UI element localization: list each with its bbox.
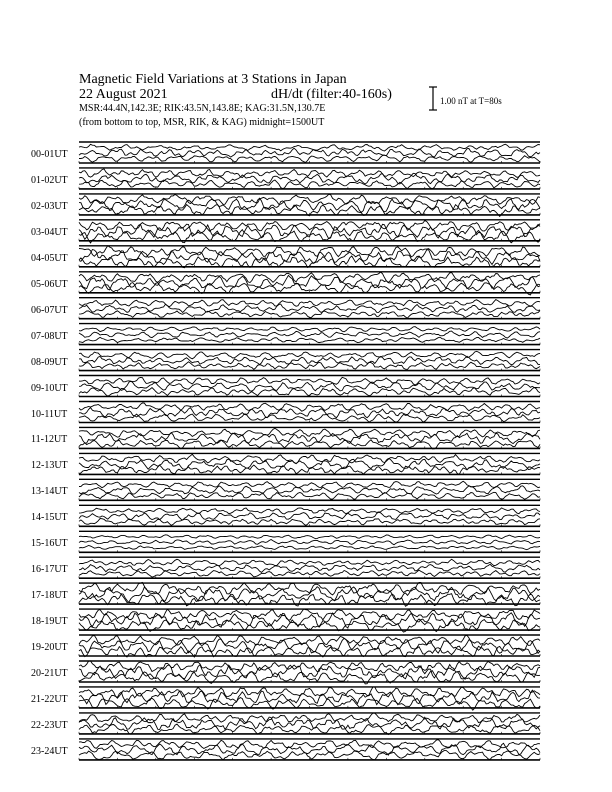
trace-rik	[79, 275, 540, 290]
hour-label: 13-14UT	[31, 486, 68, 498]
hour-label: 20-21UT	[31, 668, 68, 679]
hour-label: 16-17UT	[31, 564, 68, 576]
hour-row	[79, 713, 540, 735]
station-order-note: (from bottom to top, MSR, RIK, & KAG) midnight=1500UT	[79, 117, 325, 128]
hour-label: 18-19UT	[31, 616, 68, 628]
mode-text: dH/dt (filter:40-160s)	[271, 87, 392, 102]
hour-row	[79, 194, 540, 217]
hour-row	[79, 609, 540, 632]
trace-kag	[79, 194, 540, 204]
hour-row	[79, 298, 540, 319]
hour-row	[79, 453, 540, 474]
hour-row	[79, 168, 540, 189]
hour-label: 04-05UT	[31, 252, 68, 264]
hour-row	[79, 402, 540, 423]
trace-kag	[79, 535, 540, 539]
hour-row	[79, 350, 540, 371]
trace-kag	[79, 609, 540, 620]
hour-label: 10-11UT	[31, 408, 68, 420]
hour-row	[79, 324, 540, 345]
hour-label: 08-09UT	[31, 356, 68, 368]
trace-rik	[79, 564, 540, 572]
hour-row	[79, 582, 540, 606]
hour-row	[79, 635, 540, 657]
trace-rik	[79, 459, 540, 470]
date-text: 22 August 2021	[79, 87, 168, 102]
station-coordinates: MSR:44.4N,142.3E; RIK:43.5N,143.8E; KAG:31.5N,130.7E	[79, 103, 326, 114]
trace-rik	[79, 331, 540, 338]
trace-kag	[79, 351, 540, 359]
trace-kag	[79, 327, 540, 332]
hour-label: 05-06UT	[31, 278, 68, 290]
hour-label: 15-16UT	[31, 538, 68, 550]
hour-row	[79, 687, 540, 710]
hour-row	[79, 376, 540, 397]
hour-row	[79, 142, 540, 163]
trace-rik	[79, 148, 540, 157]
trace-rik	[79, 690, 540, 705]
hour-label: 07-08UT	[31, 330, 68, 342]
trace-msr	[79, 337, 540, 342]
trace-msr	[79, 311, 540, 318]
trace-msr	[79, 570, 540, 577]
trace-kag	[79, 246, 540, 257]
hour-row	[79, 246, 540, 268]
trace-kag	[79, 559, 540, 566]
hour-label: 09-10UT	[31, 382, 68, 394]
hour-row	[79, 505, 540, 526]
trace-kag	[79, 144, 540, 151]
hour-label: 19-20UT	[31, 642, 68, 654]
hour-row	[79, 220, 540, 243]
hour-label: 00-01UT	[31, 149, 68, 160]
trace-rik	[79, 540, 540, 545]
hour-label: 14-15UT	[31, 512, 68, 524]
trace-kag	[79, 272, 540, 282]
trace-kag	[79, 403, 540, 411]
scale-label: 1.00 nT at T=80s	[440, 96, 502, 106]
hour-label: 02-03UT	[31, 200, 68, 212]
trace-kag	[79, 300, 540, 307]
trace-kag	[79, 508, 540, 514]
trace-kag	[79, 454, 540, 463]
trace-msr	[79, 546, 540, 550]
hour-label: 01-02UT	[31, 174, 68, 186]
hour-row	[79, 479, 540, 500]
chart-title: Magnetic Field Variations at 3 Stations in Japan	[79, 72, 347, 87]
trace-kag	[79, 481, 540, 488]
hour-label: 11-12UT	[31, 434, 68, 446]
trace-msr	[79, 492, 540, 499]
hour-row	[79, 739, 540, 760]
hour-label: 21-22UT	[31, 693, 68, 705]
trace-kag	[79, 582, 540, 595]
hour-label: 23-24UT	[31, 745, 68, 757]
trace-kag	[79, 740, 540, 749]
trace-rik	[79, 381, 540, 391]
hour-rows	[79, 142, 540, 760]
hour-row	[79, 272, 540, 295]
hour-label: 03-04UT	[31, 226, 68, 238]
hour-row	[79, 557, 540, 578]
hour-label: 06-07UT	[31, 304, 68, 316]
trace-rik	[79, 356, 540, 365]
hour-label: 17-18UT	[31, 590, 68, 602]
hour-row	[79, 427, 540, 449]
trace-rik	[79, 587, 540, 603]
hour-row	[79, 661, 540, 684]
trace-kag	[79, 661, 540, 672]
scale-bar	[429, 87, 437, 110]
trace-kag	[79, 428, 540, 437]
trace-rik	[79, 512, 540, 520]
hour-row	[79, 531, 540, 552]
hour-label: 12-13UT	[31, 460, 68, 472]
trace-rik	[79, 613, 540, 628]
hour-label: 22-23UT	[31, 719, 68, 731]
